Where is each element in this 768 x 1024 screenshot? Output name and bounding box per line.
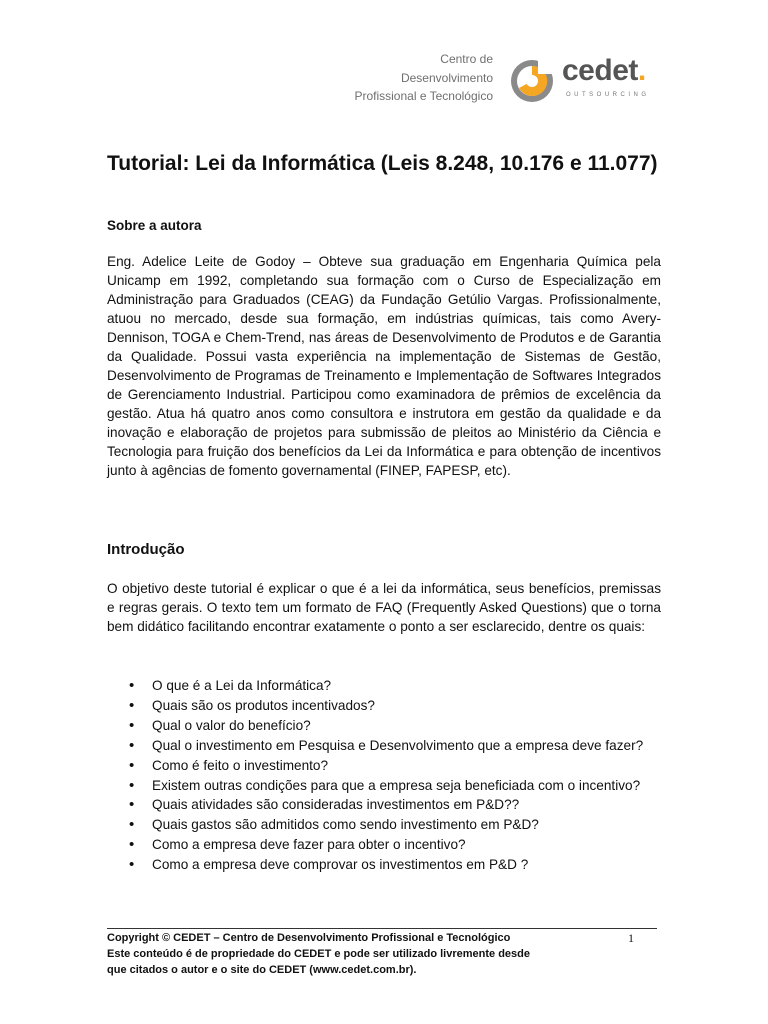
intro-paragraph: O objetivo deste tutorial é explicar o que é a lei da informática, seus benefícios, premissas e regras gerais. O texto tem um formato de FAQ (Frequently Asked Questions) que o torna bem didático facilitando encontrar exatamente o ponto a ser esclarecido, dentre os quais: xyxy=(107,581,661,634)
logo-subtitle: OUTSOURCING xyxy=(566,92,650,98)
org-line-2: Desenvolvimento xyxy=(400,70,493,85)
list-item: • Como a empresa deve comprovar os investimentos em P&D ? xyxy=(107,855,667,875)
author-heading: Sobre a autora xyxy=(107,218,202,233)
list-item: • Quais são os produtos incentivados? xyxy=(107,696,667,716)
list-item: • Como é feito o investimento? xyxy=(107,756,667,776)
list-item: • O que é a Lei da Informática? xyxy=(107,676,667,696)
author-paragraph: Eng. Adelice Leite de Godoy – Obteve sua graduação em Engenharia Química pela Unicamp em 1992, completando sua formação com o Curso de Especialização em Administração para Graduados (CEAG) da Fundação Getúlio Vargas. Profissionalmente, atuou no mercado, desde sua formação, em indústrias químicas, tais como Avery-Dennison, TOGA e Chem-Trend, nas áreas de Desenvolvimento de Produtos e de Garantia da Qualidade. Possui vasta experiência na implementação de Sistemas de Gestão, Desenvolvimento de Programas de Treinamento e Implementação de Softwares Integrados de Gerenciamento Industrial. Participou como examinadora de prêmios de excelência da gestão. Atua há quatro anos como consultora e instrutora em gestão da qualidade e da inovação e elaboração de projetos para submissão de pleitos ao Ministério da Ciência e Tecnologia para fruição dos benefícios da Lei da Informática e para obtenção de incentivos junto à agências de fomento governamental (FINEP, FAPESP, etc). xyxy=(107,254,661,478)
cedet-logo xyxy=(508,56,658,106)
questions-list xyxy=(107,676,667,875)
footer-notice-line-1: Este conteúdo é de propriedade do CEDET e pode ser utilizado livremente desde xyxy=(107,947,530,960)
list-item: • Existem outras condições para que a empresa seja beneficiada com o incentivo? xyxy=(107,776,667,796)
org-line-1: Centro de xyxy=(440,52,493,66)
footer-divider xyxy=(107,928,657,929)
list-item: • Qual o investimento em Pesquisa e Desenvolvimento que a empresa deve fazer? xyxy=(107,736,667,756)
org-name xyxy=(354,50,493,106)
list-item: • Quais atividades são consideradas investimentos em P&D?? xyxy=(107,795,667,815)
page-header xyxy=(98,48,658,108)
page-number: 1 xyxy=(628,931,634,945)
cedet-logo-icon xyxy=(508,56,556,104)
footer-copyright: Copyright © CEDET – Centro de Desenvolvimento Profissional e Tecnológico xyxy=(107,932,511,944)
footer-notice-line-2: que citados o autor e o site do CEDET (www.cedet.com.br). xyxy=(107,963,417,976)
org-line-3: Profissional e Tecnológico xyxy=(354,89,493,103)
intro-heading: Introdução xyxy=(107,541,185,558)
document-title: Tutorial: Lei da Informática (Leis 8.248, 10.176 e 11.077) xyxy=(107,152,658,175)
list-item: • Qual o valor do benefício? xyxy=(107,716,667,736)
list-item: • Quais gastos são admitidos como sendo investimento em P&D? xyxy=(107,815,667,835)
page-footer xyxy=(107,931,662,978)
list-item: • Como a empresa deve fazer para obter o incentivo? xyxy=(107,835,667,855)
logo-wordmark: cedet. xyxy=(562,54,646,87)
